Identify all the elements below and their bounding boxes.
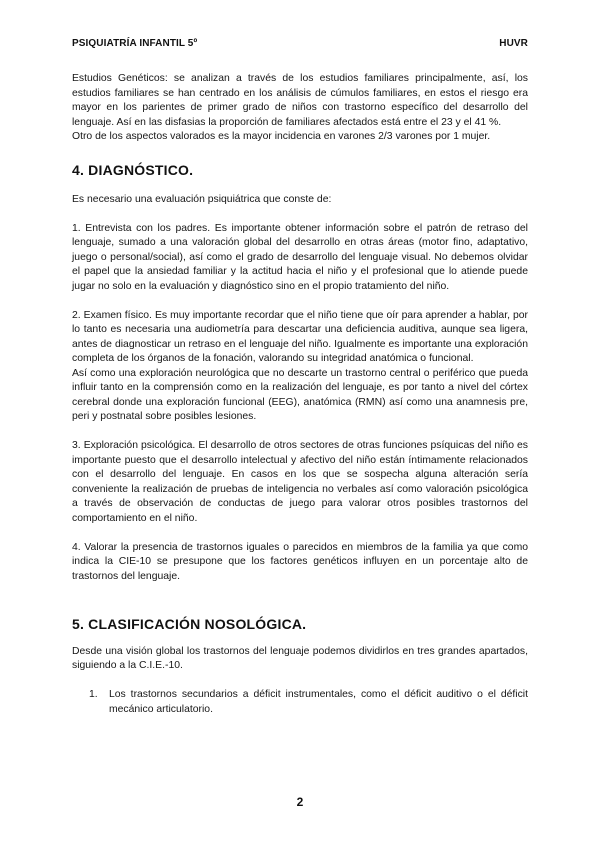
page-body [72,72,528,717]
genetic-studies-paragraph: Estudios Genéticos: se analizan a través de los estudios familiares principalmente, así, los estudios familiares se han centrado en los análisis de cúmulos familiares, en estos el riesgo era mayor en los parientes de primer grado de niños con trastorno específico del desarrollo del lenguaje. Así en las disfasias la proporción de familiares afectados está entre el 23 y el 41 %. [72,73,528,128]
section-diagnostico-heading: 4. DIAGNÓSTICO. [72,161,194,178]
diagnostico-intro: Es necesario una evaluación psiquiátrica que conste de: [72,193,332,205]
diagnostico-item-2: 2. Examen físico. Es muy importante recordar que el niño tiene que oír para aprender a hablar, por lo tanto es necesaria una audiometría para descartar una deficiencia auditiva, aunque sea ligera, antes de diagnosticar un retraso en el lenguaje del niño. Igualmente es importante una exploración completa de los órganos de la fonación, valorando su integridad anatómica o funcional. [72,309,528,364]
section-clasificacion-heading: 5. CLASIFICACIÓN NOSOLÓGICA. [72,615,307,632]
diagnostico-item-3: 3. Exploración psicológica. El desarrollo de otros sectores de otras funciones psíquicas del niño es importante puesto que el desarrollo intelectual y afectivo del niño están íntimamente relacionados con el desarrollo del lenguaje. En casos en los que se sospecha alguna alteración sería conveniente la realización de pruebas de inteligencia no verbales así como valoración psicológica a través de observación de conductas de juego para valorar otros posibles trastornos del comportamiento en el niño. [72,440,528,524]
page-header [72,38,528,52]
header-hospital: HUVR [499,38,528,49]
list-item-number: 1. [89,689,98,700]
clasificacion-intro: Desde una visión global los trastornos del lenguaje podemos dividirlos en tres grandes apartados, siguiendo a la C.I.E.-10. [72,645,528,671]
list-item [89,688,528,717]
diagnostico-item-4: 4. Valorar la presencia de trastornos iguales o parecidos en miembros de la familia ya que como indica la CIE-10 se presupone que los factores genéticos influyen en un porcentaje alto de trastornos del lenguaje. [72,541,528,582]
male-incidence-paragraph: Otro de los aspectos valorados es la mayor incidencia en varones 2/3 varones por 1 mujer. [72,131,491,142]
diagnostico-item-2-continued: Así como una exploración neurológica que no descarte un trastorno central o periférico que pueda influir tanto en la comprensión como en la realización del lenguaje, es por tanto a nivel del córtex cerebral donde una exploración funcional (EEG), anatómica (RMN) así como una anamnesis pre, peri y postnatal sobre posibles lesiones. [72,367,528,422]
diagnostico-item-1: 1. Entrevista con los padres. Es importante obtener información sobre el patrón de retraso del lenguaje, sumado a una valoración global del desarrollo en otras áreas (motor fino, adaptativo, juego o personal/social), así como el grado de desarrollo del lenguaje visual. No debemos olvidar el papel que la ansiedad familiar y la actitud hacia el niño y el profesional que lo atiende puede jugar no solo en la evaluación y diagnóstico sino en el propio tratamiento del niño. [72,222,528,292]
page-number: 2 [296,795,304,809]
list-item-text: Los trastornos secundarios a déficit instrumentales, como el déficit auditivo o el déficit mecánico articulatorio. [109,689,528,715]
clasificacion-list [72,688,528,717]
header-course-title: PSIQUIATRÍA INFANTIL 5º [72,38,198,49]
